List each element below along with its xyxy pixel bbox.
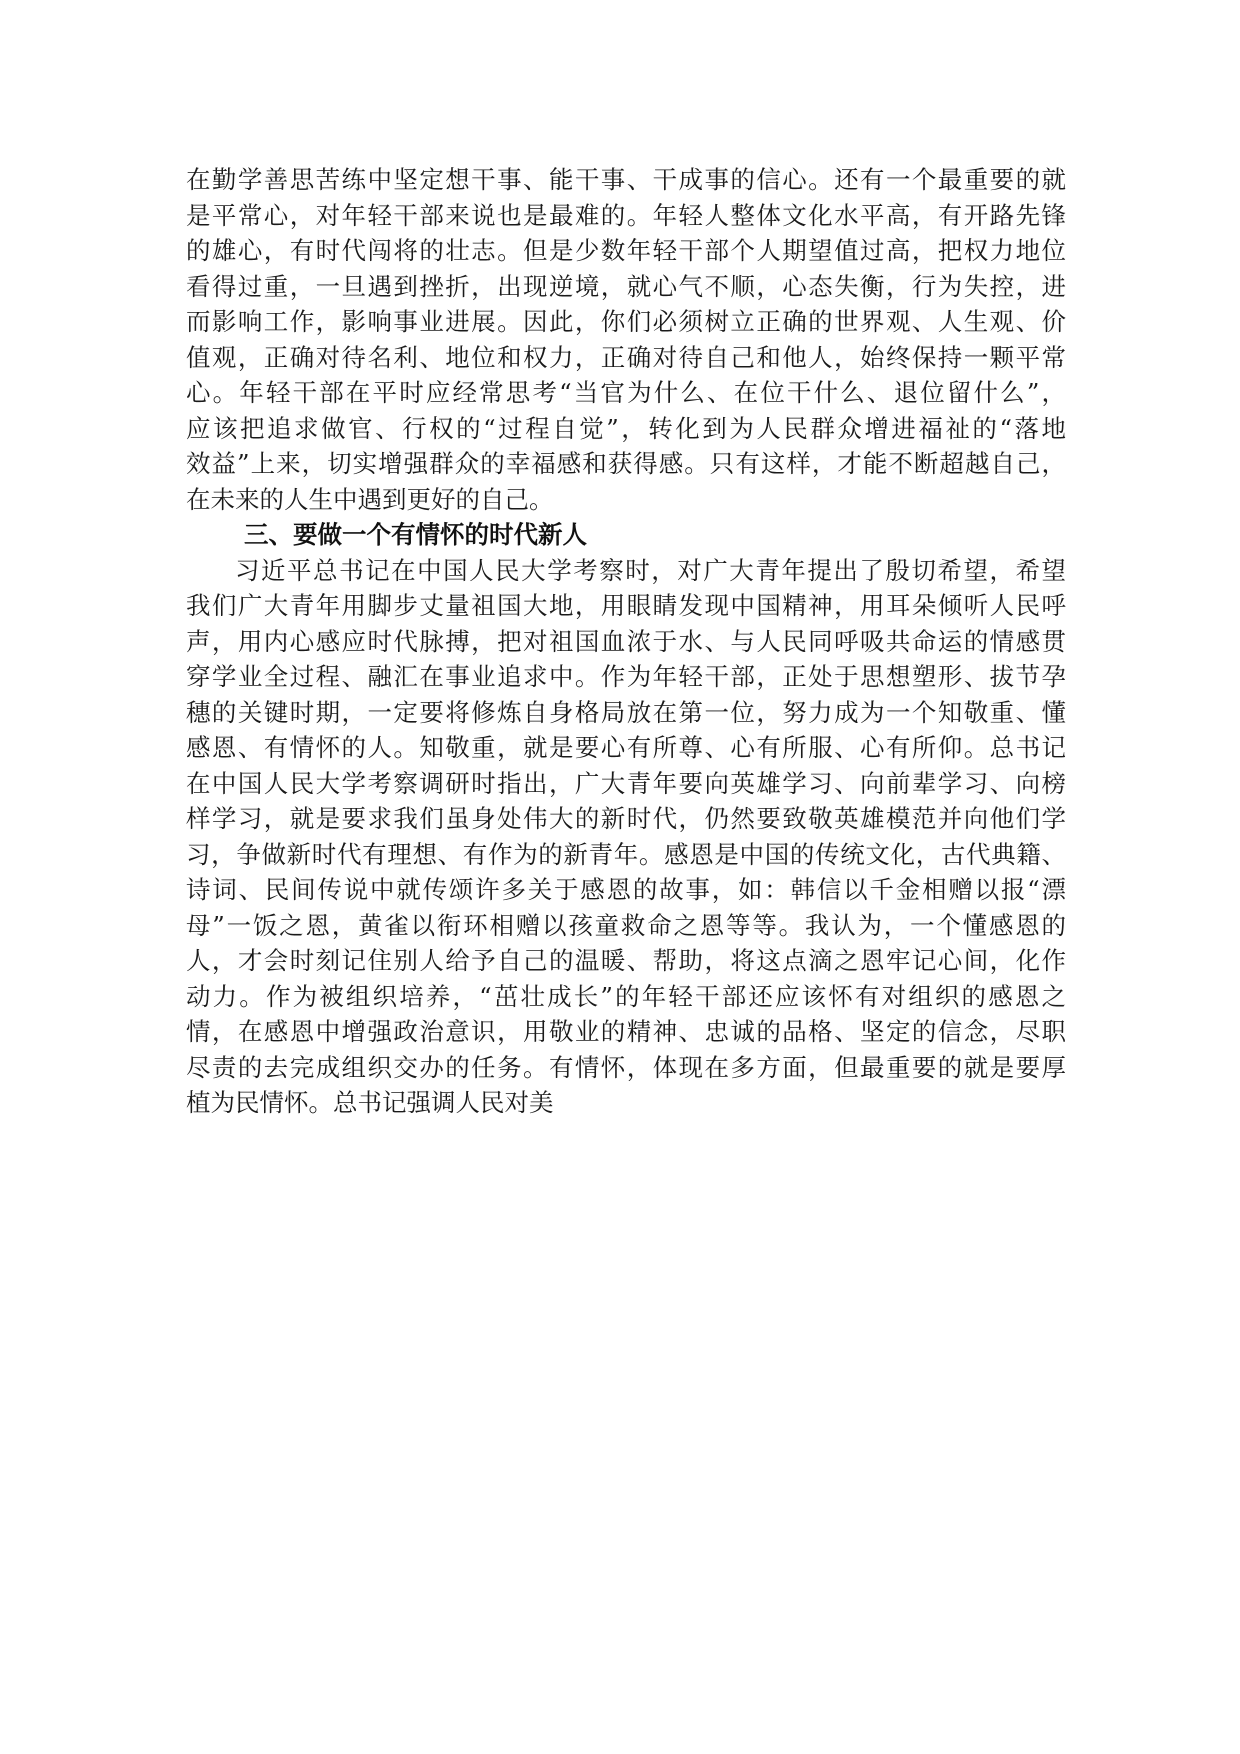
text-line: 是平常心，对年轻干部来说也是最难的。年轻人整体文化水平高，有开路先锋 — [186, 200, 1066, 230]
text-line: 诗词、民间传说中就传颂许多关于感恩的故事，如：韩信以千金相赠以报“漂 — [186, 875, 1066, 904]
text-line: 声，用内心感应时代脉搏，把对祖国血浓于水、与人民同呼吸共命运的情感贯 — [186, 626, 1066, 656]
text-line: 动力。作为被组织培养，“茁壮成长”的年轻干部还应该怀有对组织的感恩之 — [186, 981, 1066, 1011]
text-line: 穗的关键时期，一定要将修炼自身格局放在第一位，努力成为一个知敬重、懂 — [186, 697, 1066, 727]
text-line: 在未来的人生中遇到更好的自己。 — [186, 484, 554, 514]
text-line: 在中国人民大学考察调研时指出，广大青年要向英雄学习、向前辈学习、向榜 — [186, 768, 1066, 798]
text-line: 情，在感恩中增强政治意识，用敬业的精神、忠诚的品格、坚定的信念，尽职 — [186, 1017, 1066, 1046]
text-line: 尽责的去完成组织交办的任务。有情怀，体现在多方面，但最重要的就是要厚 — [186, 1052, 1066, 1082]
text-line: 习，争做新时代有理想、有作为的新青年。感恩是中国的传统文化，古代典籍、 — [186, 839, 1066, 869]
text-line: 习近平总书记在中国人民大学考察时，对广大青年提出了殷切希望，希望 — [235, 555, 1066, 585]
text-line: 感恩、有情怀的人。知敬重，就是要心有所尊、心有所服、心有所仰。总书记 — [186, 733, 1066, 762]
text-line: 应该把追求做官、行权的“过程自觉”，转化到为人民群众增进福祉的“落地 — [186, 413, 1066, 443]
text-line: 植为民情怀。总书记强调人民对美 — [186, 1088, 554, 1117]
text-line: 我们广大青年用脚步丈量祖国大地，用眼睛发现中国精神，用耳朵倾听人民呼 — [186, 591, 1066, 620]
document-body — [186, 162, 1066, 1121]
text-line: 穿学业全过程、融汇在事业追求中。作为年轻干部，正处于思想塑形、拔节孕 — [186, 662, 1066, 691]
text-line: 效益”上来，切实增强群众的幸福感和获得感。只有这样，才能不断超越自己， — [186, 449, 1066, 478]
text-line: 值观，正确对待名利、地位和权力，正确对待自己和他人，始终保持一颗平常 — [186, 342, 1066, 372]
paragraph-one — [186, 162, 1066, 517]
text-line: 在勤学善思苦练中坚定想干事、能干事、干成事的信心。还有一个最重要的就 — [186, 165, 1066, 194]
section-heading: 三、要做一个有情怀的时代新人 — [244, 520, 587, 549]
text-line: 的雄心，有时代闯将的壮志。但是少数年轻干部个人期望值过高，把权力地位 — [186, 236, 1066, 265]
text-line: 看得过重，一旦遇到挫折，出现逆境，就心气不顺，心态失衡，行为失控，进 — [186, 271, 1066, 301]
text-line: 母”一饭之恩，黄雀以衔环相赠以孩童救命之恩等等。我认为，一个懂感恩的 — [186, 910, 1066, 940]
text-line: 样学习，就是要求我们虽身处伟大的新时代，仍然要致敬英雄模范并向他们学 — [186, 804, 1066, 833]
text-line: 人，才会时刻记住别人给予自己的温暖、帮助，将这点滴之恩牢记心间，化作 — [186, 946, 1066, 975]
text-line: 心。年轻干部在平时应经常思考“当官为什么、在位干什么、退位留什么”， — [186, 378, 1066, 407]
text-line: 而影响工作，影响事业进展。因此，你们必须树立正确的世界观、人生观、价 — [186, 307, 1066, 336]
paragraph-two — [186, 553, 1066, 1121]
